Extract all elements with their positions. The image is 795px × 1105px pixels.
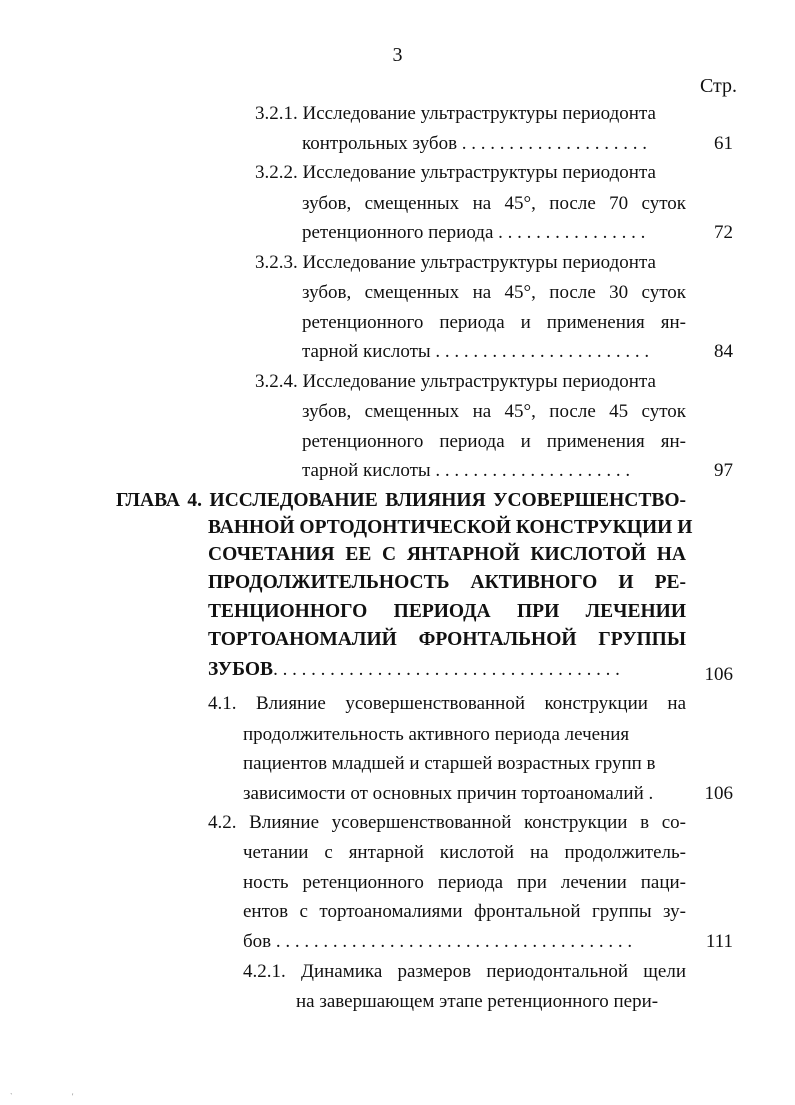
- toc-line: бов . . . . . . . . . . . . . . . . . . . . . . . . . . . . . . . . . . . . . .: [243, 931, 633, 952]
- toc-line: тарной кислоты . . . . . . . . . . . . . . . . . . . . .: [302, 460, 631, 481]
- toc-line: 4.2. Влияние усовершенствованной конструкции в со-: [208, 812, 686, 833]
- toc-line: на завершающем этапе ретенционного пери-: [296, 991, 659, 1012]
- toc-line: ентов с тортоаномалиями фронтальной группы зу-: [243, 901, 686, 922]
- chapter-title-line: ТОРТОАНОМАЛИЙ ФРОНТАЛЬНОЙ ГРУППЫ: [208, 629, 686, 650]
- toc-line: 4.2.1. Динамика размеров периодонтальной щели: [243, 961, 686, 982]
- toc-line: ретенционного периода и применения ян-: [302, 431, 686, 452]
- toc-line: ретенционного периода и применения ян-: [302, 312, 686, 333]
- toc-line: зависимости от основных причин тортоаномалий .: [243, 783, 654, 804]
- toc-line: ретенционного периода . . . . . . . . . . . . . . . .: [302, 222, 646, 243]
- toc-line: 3.2.4. Исследование ультраструктуры периодонта: [255, 371, 656, 392]
- toc-line: пациентов младшей и старшей возрастных групп в: [243, 753, 656, 774]
- toc-page-number: 106: [704, 664, 733, 685]
- toc-line: 4.1. Влияние усовершенствованной конструкции на: [208, 693, 686, 714]
- toc-line: контрольных зубов . . . . . . . . . . . . . . . . . . . .: [302, 133, 648, 154]
- leader-dots: . . . . . . . . . . . . . . . . . . . . . . . . . . . . . . . . . . . . .: [273, 659, 620, 680]
- chapter-title-line: ГЛАВА 4. ИССЛЕДОВАНИЕ ВЛИЯНИЯ УСОВЕРШЕНСТВО-: [116, 490, 686, 511]
- chapter-title-line: ПРОДОЛЖИТЕЛЬНОСТЬ АКТИВНОГО И РЕ-: [208, 572, 686, 593]
- toc-page-number: 111: [705, 931, 733, 952]
- page-column-label: Стр.: [699, 75, 737, 97]
- toc-line: 3.2.2. Исследование ультраструктуры периодонта: [255, 162, 656, 183]
- toc-line: четании с янтарной кислотой на продолжитель-: [243, 842, 686, 863]
- chapter-title-line: [208, 658, 620, 682]
- chapter-title-line: ТЕНЦИОННОГО ПЕРИОДА ПРИ ЛЕЧЕНИИ: [208, 601, 686, 622]
- toc-line: зубов, смещенных на 45°, после 30 суток: [302, 282, 686, 303]
- toc-line: 3.2.1. Исследование ультраструктуры периодонта: [255, 103, 656, 124]
- toc-line: продолжительность активного периода лечения: [243, 724, 630, 745]
- toc-line: тарной кислоты . . . . . . . . . . . . . . . . . . . . . . .: [302, 341, 650, 362]
- toc-page-number: 72: [714, 222, 733, 243]
- toc-page-number: 84: [714, 341, 733, 362]
- toc-page-number: 61: [714, 133, 733, 154]
- chapter-title-line: СОЧЕТАНИЯ ЕЕ С ЯНТАРНОЙ КИСЛОТОЙ НА: [208, 544, 686, 565]
- toc-page-number: 106: [704, 783, 733, 804]
- chapter-title-line: ВАННОЙ ОРТОДОНТИЧЕСКОЙ КОНСТРУКЦИИ И: [208, 517, 693, 538]
- chapter-title-last-word: ЗУБОВ: [208, 659, 274, 680]
- scan-artifact: `: [10, 1092, 13, 1101]
- scan-artifact: ': [72, 1092, 74, 1101]
- toc-page-number: 97: [714, 460, 733, 481]
- page-number: 3: [392, 44, 403, 66]
- toc-line: ность ретенционного периода при лечении паци-: [243, 872, 686, 893]
- toc-line: зубов, смещенных на 45°, после 45 суток: [302, 401, 686, 422]
- toc-line: 3.2.3. Исследование ультраструктуры периодонта: [255, 252, 656, 273]
- toc-line: зубов, смещенных на 45°, после 70 суток: [302, 193, 686, 214]
